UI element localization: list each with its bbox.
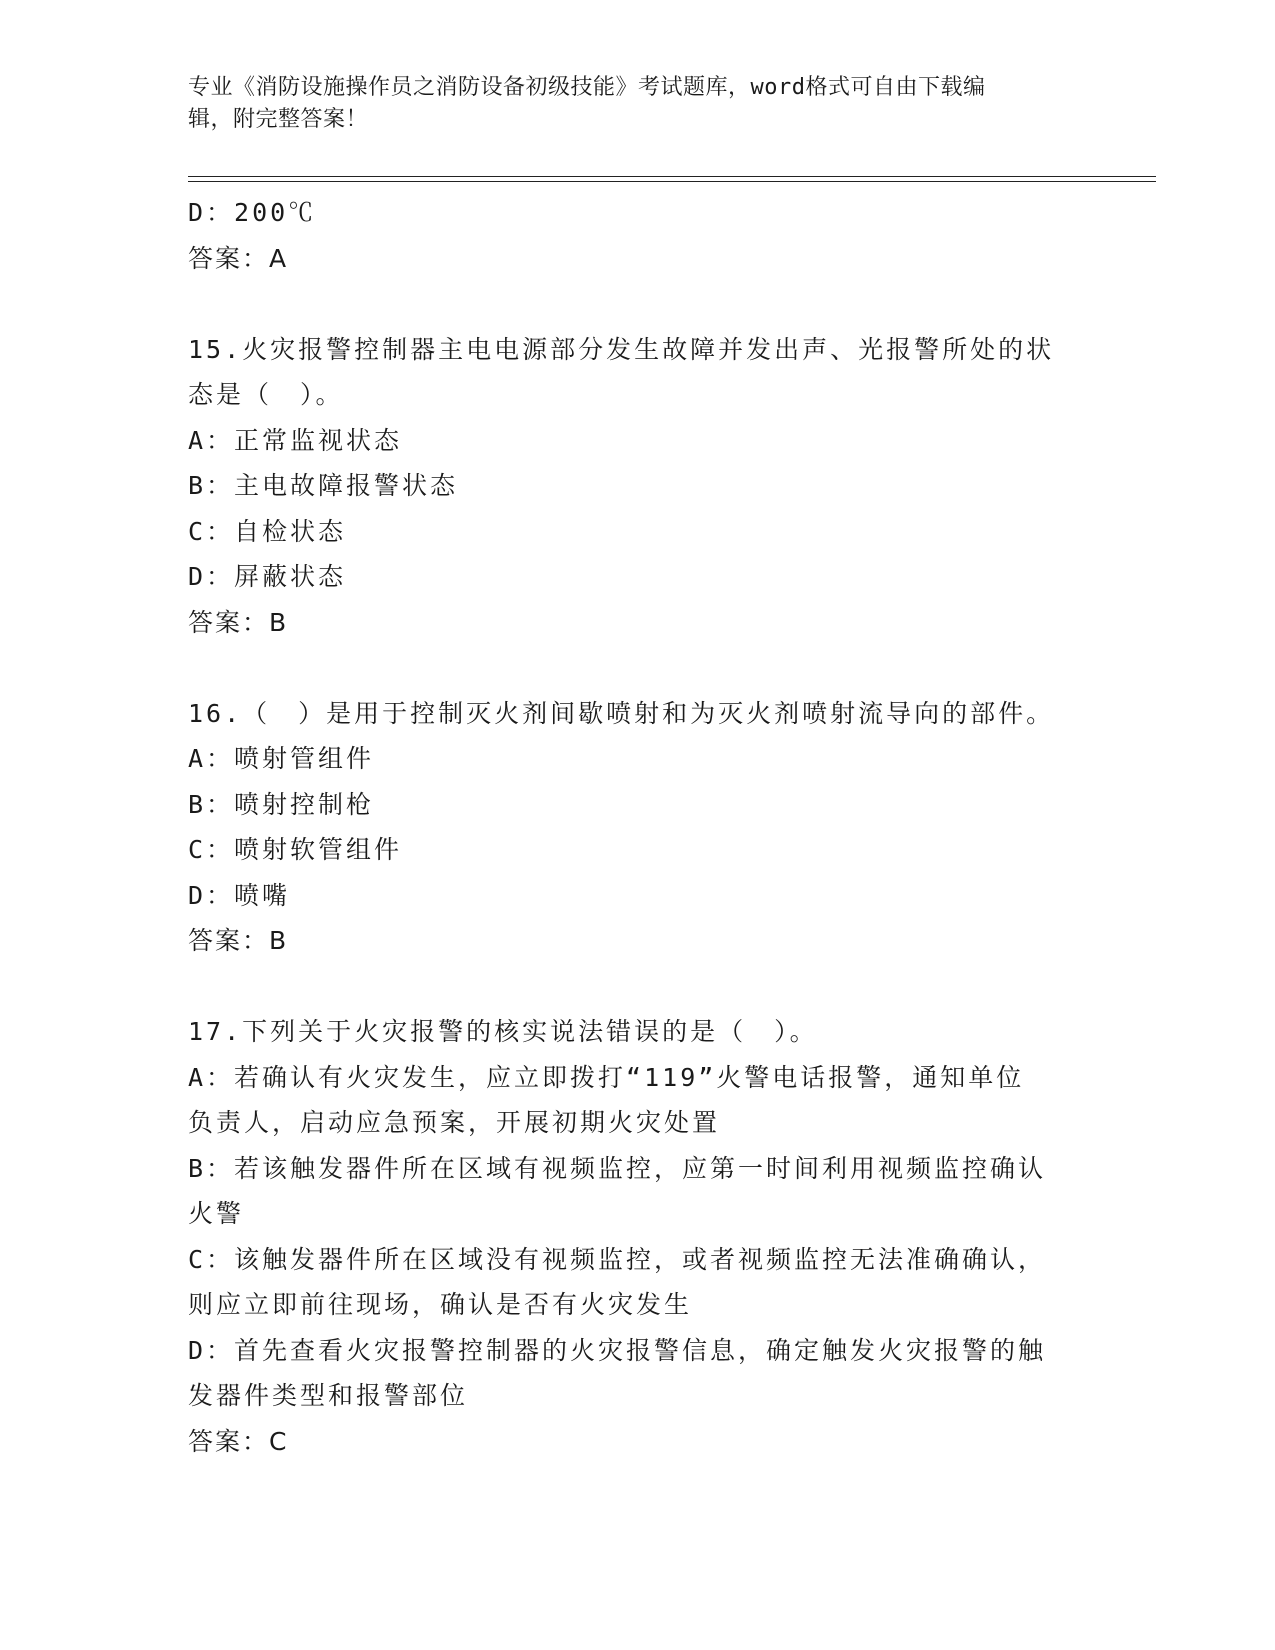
- option-a: A：喷射管组件: [188, 744, 375, 773]
- question-15: [188, 327, 1078, 646]
- answer-line: 答案：A: [188, 243, 289, 273]
- question-stem: 17.下列关于火灾报警的核实说法错误的是（ ）。: [188, 1017, 818, 1046]
- question-stem: 16.（ ）是用于控制灭火剂间歇喷射和为灭火剂喷射流导向的部件。: [188, 698, 1055, 728]
- option-b: B：主电故障报警状态: [188, 471, 459, 500]
- spacer: [188, 645, 1078, 691]
- question-stem-cont: 态是（ ）。: [188, 380, 344, 409]
- answer-line: 答案：B: [188, 607, 289, 637]
- option-a: A：正常监视状态: [188, 425, 403, 455]
- option-c: C：该触发器件所在区域没有视频监控，或者视频监控无法准确确认，: [188, 1244, 1047, 1274]
- option-b: B：若该触发器件所在区域有视频监控，应第一时间利用视频监控确认: [188, 1153, 1047, 1183]
- answer-line: 答案：C: [188, 1426, 289, 1456]
- option-d: D：喷嘴: [188, 880, 291, 910]
- option-c: C：自检状态: [188, 516, 347, 546]
- document-header: [188, 72, 1078, 136]
- question-17: [188, 1009, 1078, 1464]
- previous-question-tail: [188, 190, 1078, 281]
- header-line-1: 专业《消防设施操作员之消防设备初级技能》考试题库，word格式可自由下载编: [188, 75, 986, 100]
- option-a-cont: 负责人，启动应急预案，开展初期火灾处置: [188, 1108, 721, 1137]
- option-d: D：屏蔽状态: [188, 562, 347, 591]
- question-16: [188, 691, 1078, 964]
- header-rule-top: [188, 176, 1156, 177]
- header-rule-bottom: [188, 181, 1156, 182]
- option-c-cont: 则应立即前往现场，确认是否有火灾发生: [188, 1290, 693, 1319]
- option-d: D：200℃: [188, 198, 317, 227]
- spacer: [188, 281, 1078, 327]
- question-list: [188, 190, 1078, 1464]
- header-line-2: 辑，附完整答案！: [188, 107, 369, 132]
- option-a: A：若确认有火灾发生，应立即拨打“119”火警电话报警，通知单位: [188, 1062, 1025, 1092]
- answer-line: 答案：B: [188, 926, 289, 955]
- option-b: B：喷射控制枪: [188, 789, 375, 819]
- option-b-cont: 火警: [188, 1199, 245, 1228]
- option-c: C：喷射软管组件: [188, 835, 403, 864]
- option-d-cont: 发器件类型和报警部位: [188, 1381, 469, 1410]
- option-d: D：首先查看火灾报警控制器的火灾报警信息，确定触发火灾报警的触: [188, 1335, 1047, 1365]
- question-stem: 15.火灾报警控制器主电电源部分发生故障并发出声、光报警所处的状: [188, 334, 1055, 364]
- spacer: [188, 964, 1078, 1010]
